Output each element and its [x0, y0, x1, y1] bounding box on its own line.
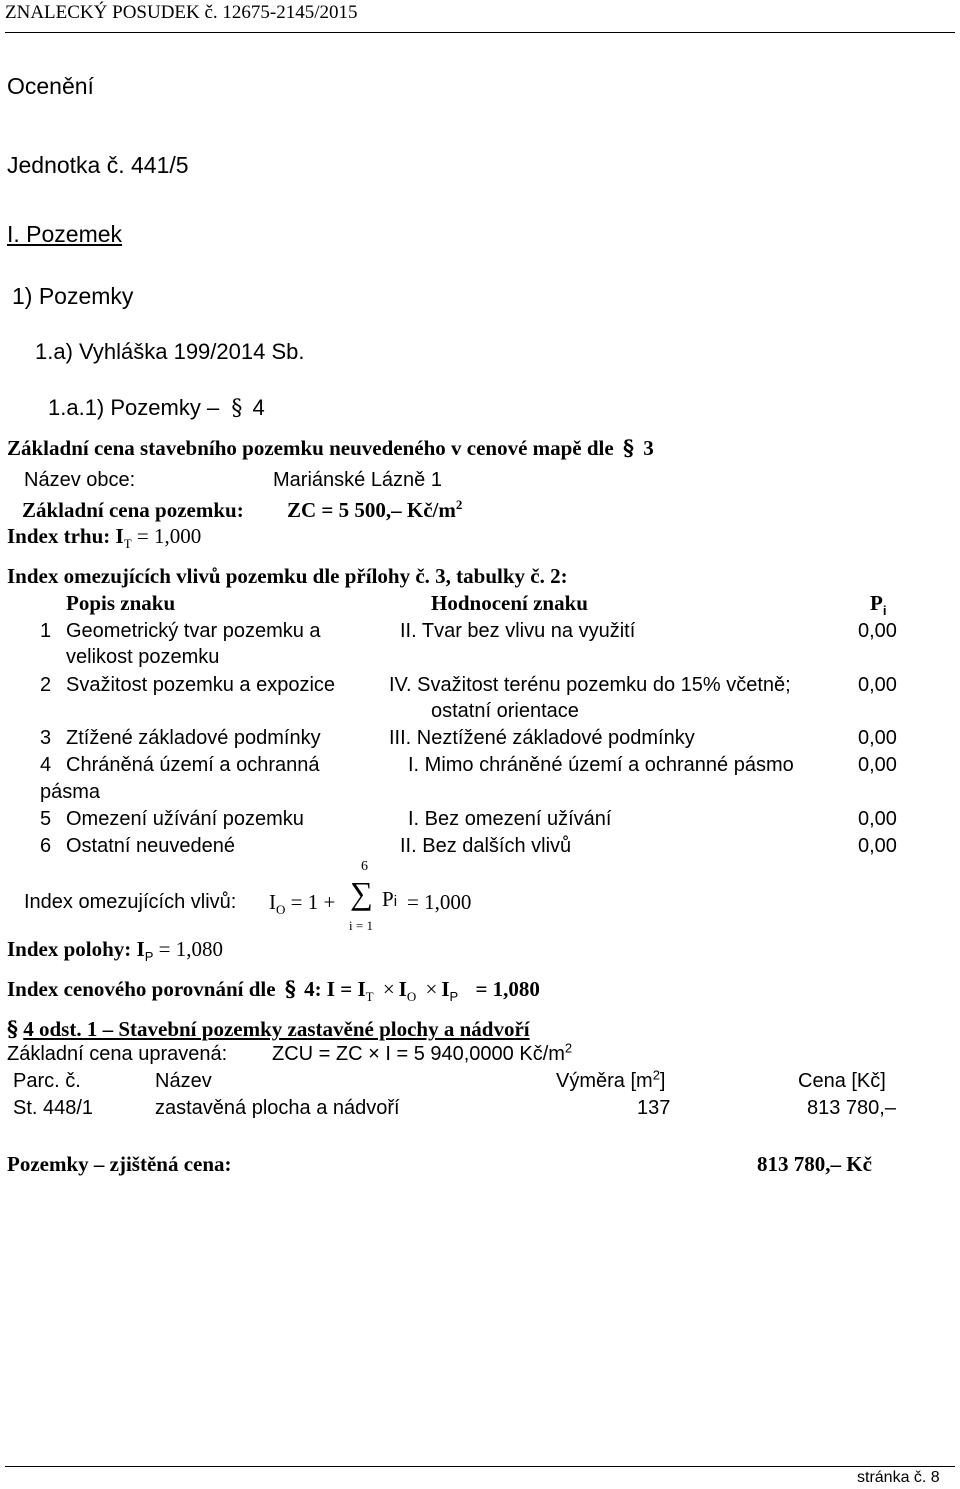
- paragraph-sign-icon: §: [284, 976, 296, 1001]
- col-p: [870, 591, 887, 619]
- row-hodnoceni: I. Bez omezení užívání: [408, 808, 612, 830]
- table-header-vymera: [556, 1067, 666, 1093]
- formula-io-sub: O: [276, 902, 286, 918]
- sub-p: P: [449, 989, 459, 1005]
- col-p-sub: i: [882, 603, 887, 619]
- row-hodnoceni: II. Bez dalších vlivů: [400, 835, 572, 857]
- row-number: 1: [40, 620, 52, 642]
- influence-title: Index omezujících vlivů pozemku dle přílohy č. 3, tabulky č. 2:: [7, 564, 568, 588]
- row-popis-cont: velikost pozemku: [66, 646, 220, 668]
- adjusted-price-value: [272, 1040, 573, 1066]
- base-price-title-num: 3: [643, 436, 654, 460]
- table-header-parc: Parc. č.: [13, 1070, 81, 1092]
- table-cell-cena: 813 780,–: [807, 1097, 896, 1119]
- row-p: 0,00: [858, 835, 897, 857]
- formula-io-text: I: [269, 890, 276, 914]
- row-popis: Omezení užívání pozemku: [66, 808, 304, 830]
- row-p: 0,00: [858, 674, 897, 696]
- location-index-sub: P: [144, 949, 154, 965]
- heading-pozemky-4-num: 4: [252, 395, 265, 420]
- obec-value: Mariánské Lázně 1: [273, 469, 442, 491]
- formula-p-text: P: [382, 887, 394, 911]
- table-cell-nazev: zastavěná plocha a nádvoří: [155, 1097, 400, 1119]
- row-popis-cont: pásma: [40, 781, 101, 803]
- times-icon: ×: [382, 977, 395, 1001]
- formula-result: = 1,000: [407, 890, 472, 914]
- row-number: 6: [40, 835, 52, 857]
- row-hodnoceni: II. Tvar bez vlivu na využití: [400, 620, 636, 642]
- obec-label: Název obce:: [24, 469, 136, 491]
- row-number: 3: [40, 727, 52, 749]
- footer-rule: [5, 1466, 955, 1467]
- row-p: 0,00: [858, 754, 897, 776]
- formula-label: Index omezujících vlivů:: [24, 891, 237, 913]
- zc-value-sup: 2: [455, 497, 463, 512]
- formula-eq: = 1 +: [290, 890, 336, 914]
- adjusted-price-text: ZCU = ZC × I = 5 940,0000 Kč/m: [272, 1043, 565, 1065]
- table-cell-vymera: 137: [637, 1097, 671, 1119]
- adjusted-price-label: Základní cena upravená:: [7, 1043, 228, 1065]
- heading-pozemek: I. Pozemek: [7, 221, 123, 247]
- zc-value: [287, 498, 462, 523]
- sum-lower: i = 1: [349, 918, 373, 933]
- col-hodnoceni: Hodnocení znaku: [431, 591, 588, 615]
- row-number: 2: [40, 674, 52, 696]
- table-header-vymera-sup: 2: [652, 1067, 660, 1083]
- heading-pozemky-4: [48, 395, 265, 421]
- heading-vyhlaska: 1.a) Vyhláška 199/2014 Sb.: [35, 339, 305, 364]
- base-price-title-text: Základní cena stavebního pozemku neuvedeného v cenové mapě dle: [7, 436, 614, 460]
- heading-oceneni: Ocenění: [7, 73, 94, 99]
- market-index: [7, 524, 202, 552]
- row-hodnoceni: III. Neztížené základové podmínky: [389, 727, 695, 749]
- heading-pozemky-4-prefix: 1.a.1) Pozemky –: [48, 395, 220, 420]
- document-header: ZNALECKÝ POSUDEK č. 12675-2145/2015: [5, 2, 358, 23]
- section-odst-text: 4 odst. 1 – Stavební pozemky zastavěné plochy a nádvoří: [23, 1017, 530, 1041]
- row-hodnoceni: IV. Svažitost terénu pozemku do 15% včetně;: [389, 674, 791, 696]
- page-number: stránka č. 8: [857, 1469, 940, 1486]
- sum-icon: ∑: [350, 875, 373, 911]
- row-p: 0,00: [858, 727, 897, 749]
- total-label: Pozemky – zjištěná cena:: [7, 1152, 232, 1176]
- location-index-label: Index polohy: I: [7, 937, 145, 961]
- paragraph-sign-icon: §: [622, 435, 634, 460]
- total-value: 813 780,– Kč: [757, 1152, 872, 1176]
- row-popis: Svažitost pozemku a expozice: [66, 674, 336, 696]
- table-cell-parc: St. 448/1: [13, 1097, 94, 1119]
- market-index-value: = 1,000: [136, 524, 202, 548]
- row-p: 0,00: [858, 620, 897, 642]
- row-hodnoceni: I. Mimo chráněné území a ochranné pásmo: [408, 754, 794, 776]
- row-popis: Geometrický tvar pozemku a: [66, 620, 321, 642]
- sub-o: O: [406, 989, 417, 1005]
- table-header-nazev: Název: [155, 1070, 212, 1092]
- formula-io: [269, 890, 336, 918]
- row-hodnoceni-cont: ostatní orientace: [431, 700, 579, 722]
- table-header-vymera-text: Výměra [m: [556, 1070, 653, 1092]
- paragraph-sign-icon: §: [231, 396, 243, 421]
- price-comparison-result: = 1,080: [475, 977, 540, 1001]
- paragraph-sign-icon: §: [7, 1016, 18, 1041]
- formula-p: [382, 887, 397, 912]
- section-odst: [7, 1016, 530, 1042]
- row-number: 4: [40, 754, 52, 776]
- col-p-text: P: [870, 591, 883, 615]
- heading-pozemky: 1) Pozemky: [12, 283, 134, 309]
- price-comparison-prefix: Index cenového porovnání dle: [7, 977, 276, 1001]
- zc-label: Základní cena pozemku:: [22, 498, 244, 522]
- zc-value-text: ZC = 5 500,– Kč/m: [287, 498, 456, 522]
- sum-upper: 6: [361, 859, 368, 874]
- col-popis: Popis znaku: [66, 591, 176, 615]
- price-comparison-num: 4: I = I: [304, 977, 366, 1001]
- header-rule: [5, 32, 955, 33]
- row-popis: Chráněná území a ochranná: [66, 754, 320, 776]
- market-index-sub: T: [123, 536, 132, 552]
- location-index: [7, 937, 223, 965]
- adjusted-price-sup: 2: [564, 1040, 573, 1056]
- sub-t: T: [365, 989, 374, 1005]
- row-popis: Ostatní neuvedené: [66, 835, 236, 857]
- table-header-cena: Cena [Kč]: [798, 1070, 886, 1092]
- formula-p-sub: i: [393, 893, 398, 910]
- market-index-label: Index trhu: I: [7, 524, 124, 548]
- row-popis: Ztížené základové podmínky: [66, 727, 321, 749]
- heading-jednotka: Jednotka č. 441/5: [7, 152, 189, 178]
- price-comparison-index: Index cenového porovnání dle § 4: $I = I_T \times I_O \times I_P = 1,080$: [7, 976, 540, 1005]
- base-price-title: [7, 435, 654, 461]
- table-header-vymera-end: ]: [659, 1070, 666, 1092]
- row-number: 5: [40, 808, 52, 830]
- location-index-value: = 1,080: [158, 937, 223, 961]
- row-p: 0,00: [858, 808, 897, 830]
- times-icon: ×: [425, 977, 438, 1001]
